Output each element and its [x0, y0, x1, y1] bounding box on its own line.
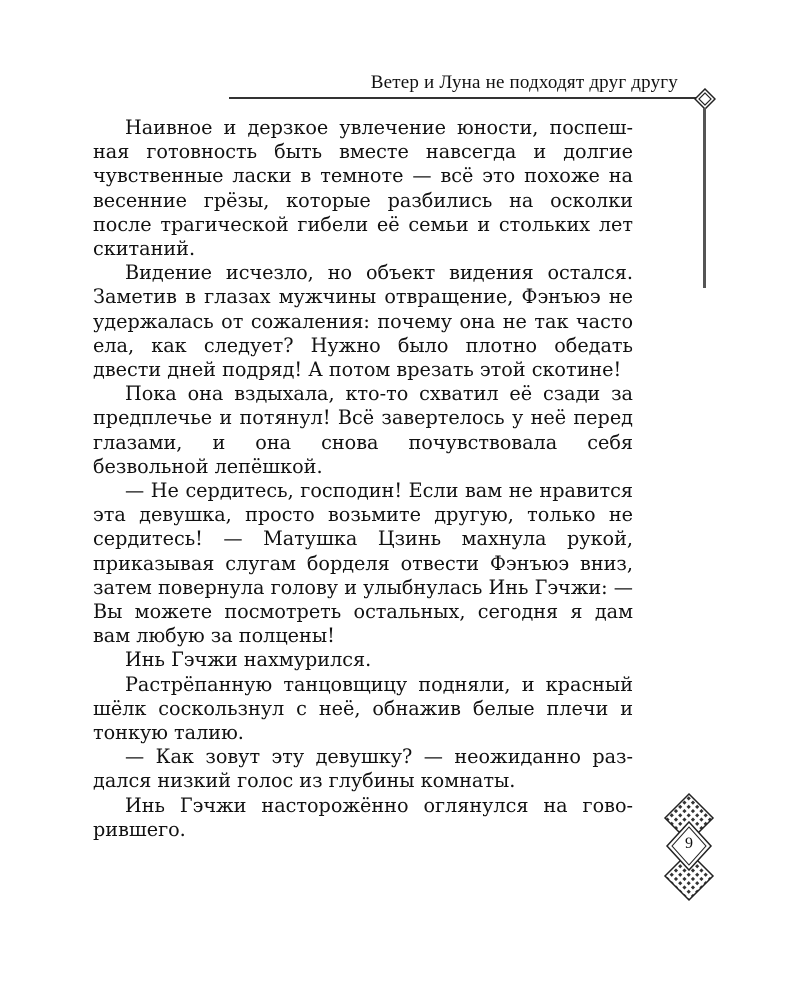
paragraph: Видение исчезло, но объект видения остался. Заметив в глазах мужчины отвращение, Фэнъюэ не удержалась от сожаления: почему она не так часто ела, как следует? Нужно было плотно обедать двести дней подряд! А потом врезать этой скотине! [93, 261, 633, 382]
paragraph: Наивное и дерзкое увлечение юности, поспешная готовность быть вместе навсегда и долгие чувственные ласки в темноте — всё это похоже на весенние грёзы, которые разбились на осколки после трагической гибели её семьи и стольких лет скитаний. [93, 116, 633, 261]
paragraph: Растрёпанную танцовщицу подняли, и красный шёлк соскользнул с неё, обнажив белые плечи и тонкую талию. [93, 672, 633, 745]
side-rule [703, 108, 706, 288]
body-text [93, 116, 633, 842]
paragraph: — Не сердитесь, господин! Если вам не нравится эта девушка, просто возьмите другую, только не сердитесь! — Матушка Цзинь махнула рукой, приказывая слугам борделя отвести Фэнъюэ вниз, затем повернула голову и улыбнулась Инь Гэчжи: — Вы можете посмотреть остальных, сегодня я дам вам любую за полцены! [93, 479, 633, 648]
paragraph: Пока она вздыхала, кто-то схватил её сзади за предплечье и потянул! Всё завертелось у неё перед глазами, и она снова почувствовала себя безвольной лепёшкой. [93, 382, 633, 478]
paragraph: Инь Гэчжи насторожённо оглянулся на говорившего. [93, 793, 633, 841]
paragraph: — Как зовут эту девушку? — неожиданно раздался низкий голос из глубины комнаты. [93, 745, 633, 793]
page-number: 9 [685, 835, 693, 852]
running-header-title: Ветер и Луна не подходят друг другу [370, 72, 678, 93]
header-rule [229, 97, 698, 99]
diamond-ornament-icon [694, 88, 716, 110]
paragraph: Инь Гэчжи нахмурился. [125, 648, 372, 672]
